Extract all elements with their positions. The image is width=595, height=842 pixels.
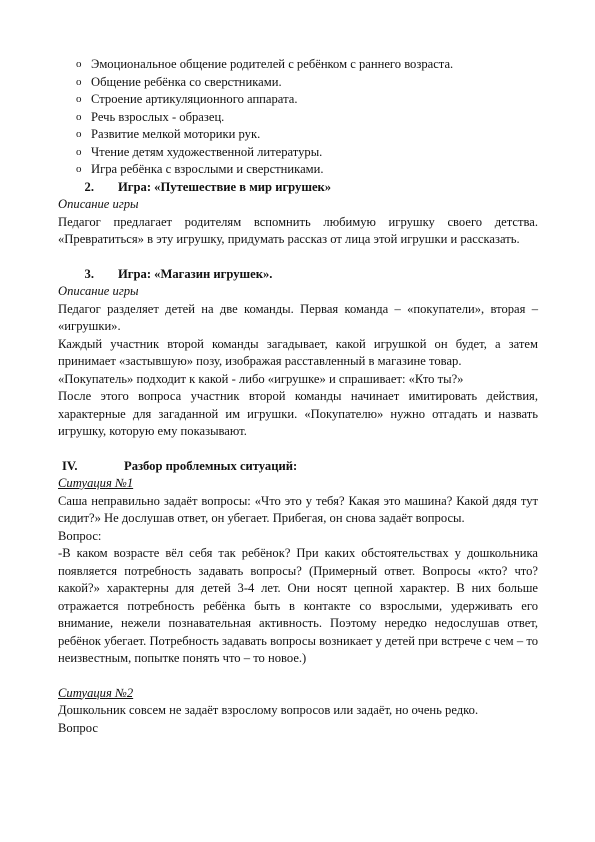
list-item: o Развитие мелкой моторики рук. [58,126,538,144]
game3-paragraph-3: «Покупатель» подходит к какой - либо «игрушке» и спрашивает: «Кто ты?» [58,371,464,386]
section4-heading: IV. Разбор проблемных ситуаций: [62,458,298,473]
factors-list [58,56,538,179]
game3-paragraph-1: Педагог разделяет детей на две команды. Первая команда – «покупатели», вторая – «игрушки». [58,301,538,333]
bullet-circle-icon: o [76,75,82,88]
bullet-circle-icon: o [76,145,82,158]
bullet-circle-icon: o [76,93,82,105]
situation1-text: Саша неправильно задаёт вопросы: «Что это у тебя? Какая это машина? Какой дядя тут сидит?» Не дослушав ответ, он убегает. Прибегая, он снова задаёт вопросы. [58,493,538,525]
list-item: o Игра ребёнка с взрослыми и сверстниками. [58,161,538,179]
game3-paragraph-2: Каждый участник второй команды загадывает, какой игрушкой он будет, а затем принимает «застывшую» позу, изображая расставленный в магазине товар. [58,336,538,368]
game3-heading: 3. Игра: «Магазин игрушек». [84,266,273,281]
bullet-circle-icon: o [76,58,82,70]
bullet-circle-icon: o [76,163,82,175]
situation1-label: Ситуация №1 [58,476,134,490]
bullet-circle-icon: o [76,110,82,123]
game2-heading: 2. Игра: «Путешествие в мир игрушек» [84,179,332,194]
list-item: o Общение ребёнка со сверстниками. [58,74,538,92]
list-item: o Строение артикуляционного аппарата. [58,91,538,109]
situation1-answer: -В каком возрасте вёл себя так ребёнок? При каких обстоятельствах у дошкольника появляется потребность задавать вопросы? (Примерный ответ. Вопросы «кто? что? какой?» характерны для детей 3-4 лет. Они носят цепной характер. В них больше отражается потребность ребёнка быть в контакте со взрослыми, удерживать его внимание, нежели познавательная активность. Поэтому нередко недослушав ответ, ребёнок убегает. Потребность задавать вопросы возникает у детей при встрече с чем – то неизвестным, попытке понять что – то новое.) [58,546,538,665]
game3-paragraph-4: После этого вопроса участник второй команды начинает имитировать действия, характерные для загаданной им игрушки. «Покупателю» нужно отгадать и назвать игрушку, которую ему показывают. [58,389,538,438]
bullet-circle-icon: o [76,128,82,140]
situation2-label: Ситуация №2 [58,685,134,700]
list-item: o Речь взрослых - образец. [58,109,538,127]
game2-text: Педагог предлагает родителям вспомнить любимую игрушку своего детства. «Превратиться» в эту игрушку, придумать рассказ от лица этой игрушки и рассказать. [58,214,538,246]
game2-description-label: Описание игры [58,197,139,211]
question2-label: Вопрос [58,720,98,735]
situation2-text: Дошкольник совсем не задаёт взрослому вопросов или задаёт, но очень редко. [58,703,479,717]
document-page [58,56,538,737]
question-label: Вопрос: [58,528,102,543]
list-item: o Чтение детям художественной литературы. [58,144,538,162]
game3-description-label: Описание игры [58,284,139,298]
list-item: o Эмоциональное общение родителей с ребёнком с раннего возраста. [58,56,538,74]
